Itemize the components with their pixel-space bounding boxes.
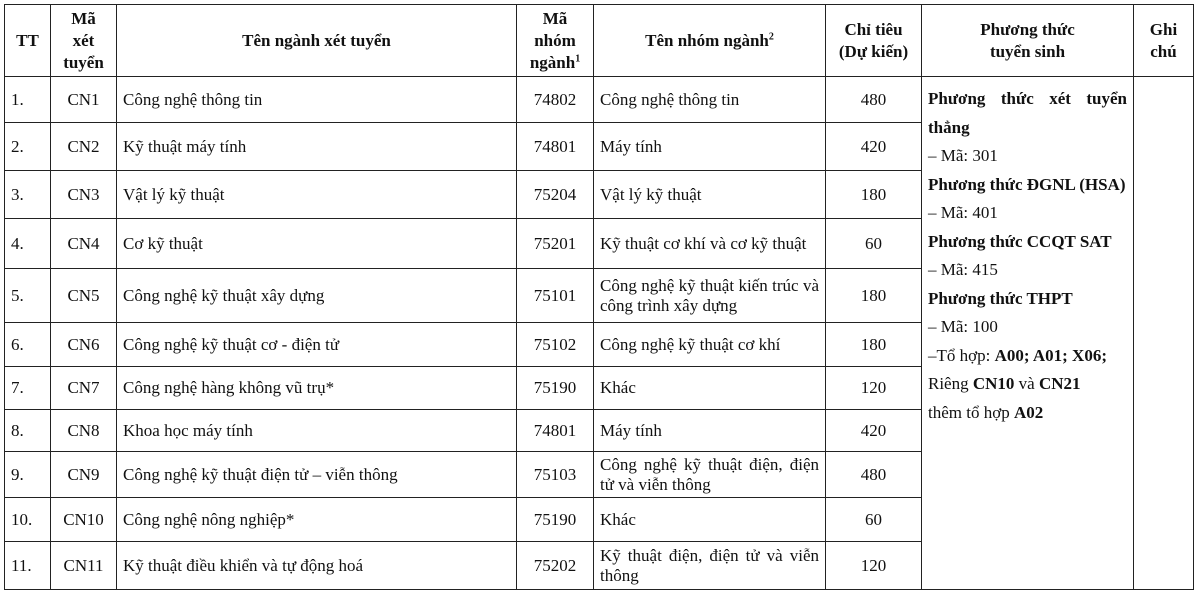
- row-group-code: 75103: [517, 452, 594, 498]
- row-code: CN11: [51, 542, 117, 590]
- header-ma-xet-tuyen-line1: Mã: [71, 8, 96, 28]
- method-3-code: – Mã: 415: [928, 260, 998, 279]
- header-ghi-chu-line1: Ghi: [1149, 19, 1178, 39]
- row-group-code: 75201: [517, 219, 594, 269]
- header-phuong-thuc: [922, 5, 1134, 77]
- row-group-name: Công nghệ thông tin: [594, 77, 826, 123]
- row-group-code: 75101: [517, 269, 594, 323]
- header-ma-xet-tuyen: [51, 5, 117, 77]
- header-ghi-chu: [1134, 5, 1194, 77]
- row-tt: 2.: [5, 123, 51, 171]
- row-name: Kỹ thuật máy tính: [117, 123, 517, 171]
- row-group-name: Máy tính: [594, 123, 826, 171]
- row-group-name: Công nghệ kỹ thuật cơ khí: [594, 323, 826, 367]
- row-group-name: Kỹ thuật điện, điện tử và viễn thông: [594, 542, 826, 590]
- row-name: Cơ kỹ thuật: [117, 219, 517, 269]
- row-tt: 5.: [5, 269, 51, 323]
- header-ten-nhom: [594, 5, 826, 77]
- row-name: Kỹ thuật điều khiển và tự động hoá: [117, 542, 517, 590]
- row-tt: 4.: [5, 219, 51, 269]
- header-row: [5, 5, 1194, 77]
- row-code: CN7: [51, 367, 117, 410]
- row-name: Công nghệ kỹ thuật điện tử – viễn thông: [117, 452, 517, 498]
- row-group-code: 75204: [517, 171, 594, 219]
- row-quota: 180: [826, 269, 922, 323]
- row-group-code: 75202: [517, 542, 594, 590]
- row-group-code: 75102: [517, 323, 594, 367]
- header-ten-nhom-footnote: 2: [768, 30, 774, 42]
- row-code: CN3: [51, 171, 117, 219]
- row-name: Công nghệ kỹ thuật xây dựng: [117, 269, 517, 323]
- methods-cell: [922, 77, 1134, 590]
- row-name: Công nghệ kỹ thuật cơ - điện tử: [117, 323, 517, 367]
- row-tt: 8.: [5, 410, 51, 452]
- method-2-title: Phương thức ĐGNL (HSA): [928, 174, 1126, 194]
- row-group-name: Máy tính: [594, 410, 826, 452]
- row-name: Khoa học máy tính: [117, 410, 517, 452]
- row-group-name: Khác: [594, 498, 826, 542]
- row-name: Công nghệ nông nghiệp*: [117, 498, 517, 542]
- header-chi-tieu-line2: (Dự kiến): [838, 41, 909, 61]
- method-3-title: Phương thức CCQT SAT: [928, 231, 1112, 251]
- row-tt: 10.: [5, 498, 51, 542]
- row-tt: 1.: [5, 77, 51, 123]
- header-ghi-chu-line2: chú: [1150, 41, 1177, 61]
- header-ma-xet-tuyen-line3: tuyển: [63, 52, 104, 72]
- row-tt: 11.: [5, 542, 51, 590]
- row-code: CN2: [51, 123, 117, 171]
- method-combos: –Tổ hợp: A00; A01; X06;: [928, 345, 1107, 365]
- header-ten-nganh: Tên ngành xét tuyển: [117, 5, 517, 77]
- row-quota: 60: [826, 498, 922, 542]
- admissions-table: [4, 4, 1194, 590]
- header-ma-nhom-line3: [523, 52, 587, 74]
- row-tt: 7.: [5, 367, 51, 410]
- row-name: Công nghệ thông tin: [117, 77, 517, 123]
- method-4-title: Phương thức THPT: [928, 288, 1073, 308]
- table-row: [5, 77, 1194, 123]
- method-1-title: Phương thức xét tuyển thẳng: [928, 89, 1127, 137]
- row-quota: 180: [826, 171, 922, 219]
- method-4-code: – Mã: 100: [928, 317, 998, 336]
- method-note: Riêng CN10 và CN21 thêm tổ hợp A02: [928, 374, 1081, 422]
- row-code: CN8: [51, 410, 117, 452]
- header-phuong-thuc-line2: tuyển sinh: [989, 41, 1066, 61]
- row-quota: 120: [826, 367, 922, 410]
- row-code: CN6: [51, 323, 117, 367]
- header-ma-xet-tuyen-line2: xét: [72, 30, 95, 50]
- row-group-name: Vật lý kỹ thuật: [594, 171, 826, 219]
- row-group-name: Công nghệ kỹ thuật điện, điện tử và viễn thông: [594, 452, 826, 498]
- notes-cell: [1134, 77, 1194, 590]
- row-code: CN9: [51, 452, 117, 498]
- row-group-name: Công nghệ kỹ thuật kiến trúc và công trình xây dựng: [594, 269, 826, 323]
- row-name: Vật lý kỹ thuật: [117, 171, 517, 219]
- row-name: Công nghệ hàng không vũ trụ*: [117, 367, 517, 410]
- row-group-code: 74801: [517, 410, 594, 452]
- row-group-name: Khác: [594, 367, 826, 410]
- row-tt: 6.: [5, 323, 51, 367]
- header-phuong-thuc-line1: Phương thức: [980, 19, 1075, 39]
- row-quota: 480: [826, 452, 922, 498]
- header-chi-tieu-line1: Chỉ tiêu: [844, 19, 903, 39]
- row-code: CN1: [51, 77, 117, 123]
- row-tt: 3.: [5, 171, 51, 219]
- header-ma-nhom-line1: Mã: [542, 8, 568, 28]
- header-tt: TT: [5, 5, 51, 77]
- row-group-name: Kỹ thuật cơ khí và cơ kỹ thuật: [594, 219, 826, 269]
- header-ma-nhom-text: ngành: [529, 52, 576, 72]
- row-quota: 420: [826, 410, 922, 452]
- row-quota: 120: [826, 542, 922, 590]
- row-group-code: 74802: [517, 77, 594, 123]
- row-code: CN5: [51, 269, 117, 323]
- row-code: CN4: [51, 219, 117, 269]
- method-1-code: – Mã: 301: [928, 146, 998, 165]
- row-group-code: 74801: [517, 123, 594, 171]
- header-ma-nhom-line2: nhóm: [534, 30, 576, 50]
- row-group-code: 75190: [517, 498, 594, 542]
- method-2-code: – Mã: 401: [928, 203, 998, 222]
- header-ma-nhom-footnote: 1: [575, 52, 581, 64]
- header-ten-nhom-text: Tên nhóm ngành: [645, 30, 769, 50]
- header-ma-nhom: [517, 5, 594, 77]
- row-quota: 60: [826, 219, 922, 269]
- row-quota: 420: [826, 123, 922, 171]
- row-group-code: 75190: [517, 367, 594, 410]
- row-quota: 480: [826, 77, 922, 123]
- row-quota: 180: [826, 323, 922, 367]
- row-tt: 9.: [5, 452, 51, 498]
- row-code: CN10: [51, 498, 117, 542]
- header-chi-tieu: [826, 5, 922, 77]
